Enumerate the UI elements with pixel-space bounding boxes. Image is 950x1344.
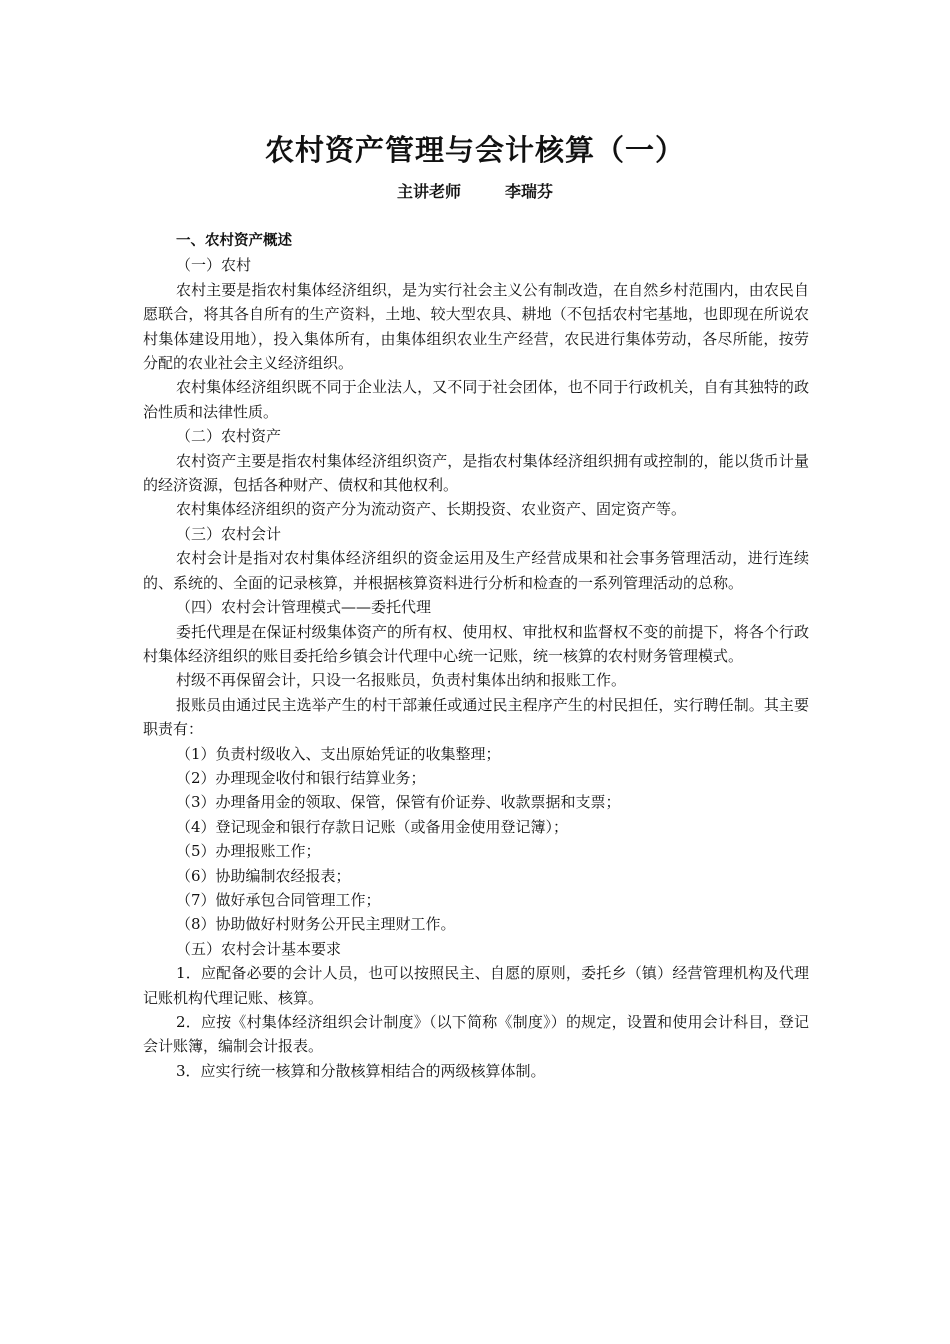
document-title: 农村资产管理与会计核算（一） — [264, 133, 685, 167]
body-paragraph: 3．应实行统一核算和分散核算相结合的两级核算体制。 — [176, 1061, 546, 1080]
section-heading: 一、农村资产概述 — [176, 233, 292, 249]
body-paragraph: 农村资产主要是指农村集体经济组织资产，是指农村集体经济组织拥有或控制的，能以货币计量的经济资源，包括各种财产、债权和其他权利。 — [143, 451, 809, 495]
subsection-line: （3）办理备用金的领取、保管，保管有价证券、收款票据和支票； — [176, 793, 621, 812]
lecturer-label: 主讲老师 — [396, 182, 461, 201]
body-paragraph: 1．应配备必要的会计人员，也可以按照民主、自愿的原则，委托乡（镇）经营管理机构及代理记账机构代理记账、核算。 — [143, 964, 809, 1007]
lecturer-line — [0, 178, 950, 206]
lecturer-name: 李瑞芬 — [505, 182, 554, 201]
body-paragraph: 2．应按《村集体经济组织会计制度》（以下简称《制度》）的规定，设置和使用会计科目，登记会计账簿，编制会计报表。 — [143, 1013, 809, 1056]
document-body — [143, 229, 809, 1083]
subsection-line: （一）农村 — [176, 256, 252, 275]
subsection-line: （4）登记现金和银行存款日记账（或备用金使用登记簿）； — [176, 817, 569, 836]
subsection-line: （四）农村会计管理模式——委托代理 — [176, 598, 432, 617]
subsection-line: （6）协助编制农经报表； — [176, 866, 351, 885]
body-paragraph: 农村集体经济组织既不同于企业法人，又不同于社会团体，也不同于行政机关，自有其独特的政治性质和法律性质。 — [143, 378, 809, 421]
subsection-line: （二）农村资产 — [176, 427, 282, 446]
subsection-line: （1）负责村级收入、支出原始凭证的收集整理； — [176, 744, 501, 763]
subsection-line: （8）协助做好村财务公开民主理财工作。 — [176, 915, 456, 934]
subsection-line: （7）做好承包合同管理工作； — [176, 890, 381, 909]
subsection-line: （2）办理现金收付和银行结算业务； — [176, 768, 426, 787]
body-paragraph: 农村会计是指对农村集体经济组织的资金运用及生产经营成果和社会事务管理活动，进行连续的、系统的、全面的记录核算，并根据核算资料进行分析和检查的一系列管理活动的总称。 — [143, 549, 809, 592]
subsection-line: （三）农村会计 — [176, 524, 282, 543]
subsection-line: （五）农村会计基本要求 — [176, 939, 342, 958]
body-paragraph: 委托代理是在保证村级集体资产的所有权、使用权、审批权和监督权不变的前提下，将各个行政村集体经济组织的账目委托给乡镇会计代理中心统一记账，统一核算的农村财务管理模式。 — [143, 622, 809, 665]
body-paragraph: 报账员由通过民主选举产生的村干部兼任或通过民主程序产生的村民担任，实行聘任制。其主要职责有： — [143, 695, 809, 739]
body-paragraph: 农村集体经济组织的资产分为流动资产、长期投资、农业资产、固定资产等。 — [176, 500, 687, 519]
body-paragraph: 农村主要是指农村集体经济组织，是为实行社会主义公有制改造，在自然乡村范围内，由农民自愿联合，将其各自所有的生产资料，土地、较大型农具、耕地（不包括农村宅基地，也即现在所说农村集体建设用地），投入集体所有，由集体组织农业生产经营，农民进行集体劳动，各尽所能，按劳分配的农业社会主义经济组织。 — [143, 280, 809, 373]
subsection-line: （5）办理报账工作； — [176, 842, 321, 861]
body-paragraph: 村级不再保留会计，只设一名报账员，负责村集体出纳和报账工作。 — [176, 671, 627, 690]
